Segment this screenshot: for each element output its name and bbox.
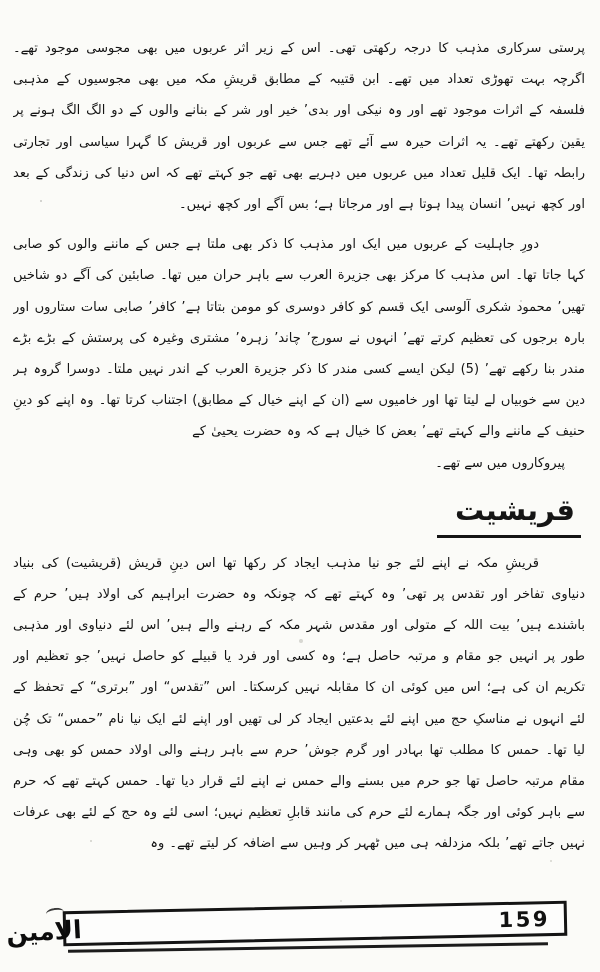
paragraph-2: دورِ جاہلیت کے عربوں میں ایک اور مذہب کا ذکر بھی ملتا ہے جس کے ماننے والوں کو صابی کہا جاتا تھا۔ اس مذہب کا مرکز بھی جزیرة العرب سے باہر حران میں تھا۔ صابئین کی آگے دو شاخیں تھیں’ محمود شکری آلوسی ایک قسم کو کافر دوسری کو مومن بتاتا ہے’ کافر’ صابی سات ستاروں اور بارہ برجوں کی تعظیم کرتے تھے’ انہوں نے سورج’ چاند’ زہرہ’ مشتری وغیرہ کی پرستش کے بڑے بڑے مندر بنا رکھے تھے’ (5) لیکن ایسے کسی مندر کا ذکر جزیرة العرب کے اندر نہیں ملتا۔ دوسرا گروہ ہر دین سے خوبیاں لے لیتا تھا اور خامیوں سے (ان کے اپنے خیال کے مطابق) اجتناب کرتا تھا۔ وہ اپنے کو دینِ حنیف کے ماننے والے کہتے تھے’ بعض کا خیال ہے کہ وہ حضرت یحییٰ کے: [13, 237, 585, 440]
publisher-logo: [4, 908, 84, 946]
section-heading-row: [13, 493, 581, 538]
publisher-logo-text: الامین: [5, 915, 83, 948]
paragraph-3: قریشِ مکہ نے اپنے لئے جو نیا مذہب ایجاد کر رکھا تھا اس دینِ قریش (قریشیت) کی بنیاد دنیاوی تفاخر اور تقدس پر تھی’ وہ کہتے تھے کہ چونکہ وہ حضرت ابراہیم کی اولاد ہیں’ حرم کے باشندے ہیں’ بیت اللہ کے متولی اور مقدس شہر مکہ کے رہنے والے ہیں’ اس لئے دنیاوی اور مذہبی طور پر انہیں جو مقام و مرتبہ حاصل ہے؛ وہ کسی اور فرد یا قبیلے کو حاصل نہیں’ جو تعظیم اور تکریم ان کی ہے؛ اس میں کوئی ان کا مقابلہ نہیں کرسکتا۔ اس ”تقدس“ اور ”برتری“ کے تحفظ کے لئے انہوں نے مناسکِ حج میں اپنے لئے بدعتیں ایجاد کر لی تھیں اور اپنے لئے ایک نیا نام ”حمس“ تک چُن لیا تھا۔ حمس کا مطلب تھا بہادر اور گرم جوش’ حرم سے باہر رہنے والی اولاد حمس کو بھی وہی مقام مرتبہ حاصل تھا جو حرم میں بسنے والے حمس نے اپنے لئے قرار دیا تھا۔ حمس کہتے تھے کہ حرم سے باہر کوئی اور جگہ ہمارے لئے حرم کی مانند قابلِ تعظیم نہیں؛ اسی لئے وہ حج کے لئے بھی عرفات نہیں جاتے تھے’ بلکہ مزدلفہ ہی میں ٹھہر کر وہیں سے اضافہ کر لیتے تھے۔ وہ: [13, 555, 585, 852]
page-number: 159: [498, 906, 551, 932]
paragraph-1: پرستی سرکاری مذہب کا درجہ رکھتی تھی۔ اس کے زیر اثر عربوں میں بھی مجوسی موجود تھے۔ اگرچہ بہت تھوڑی تعداد میں تھے۔ ابن قتیبہ کے مطابق قریشِ مکہ میں بھی مجوسیوں کے مذہبی فلسفہ کے اثرات موجود تھے اور وہ نیکی اور بدی’ خیر اور شر کے بنانے والوں کے دو الگ الگ ہونے پر یقین رکھتے تھے۔ یہ اثرات حیرہ سے آئے تھے جس سے عربوں اور قریش کا گہرا سیاسی اور تجارتی رابطہ تھا۔ ایک قلیل تعداد میں عربوں میں دہریے بھی تھے جو کہتے تھے کہ اس دنیا کی زندگی کے بعد اور کچھ نہیں’ انسان پیدا ہوتا ہے اور مرجاتا ہے؛ بس آگے اور کچھ نہیں۔: [13, 41, 585, 213]
section-heading: قریشیت: [437, 493, 581, 538]
paragraph-2-last-line: پیروکاروں میں سے تھے۔: [435, 455, 565, 471]
page-body: [13, 33, 585, 910]
